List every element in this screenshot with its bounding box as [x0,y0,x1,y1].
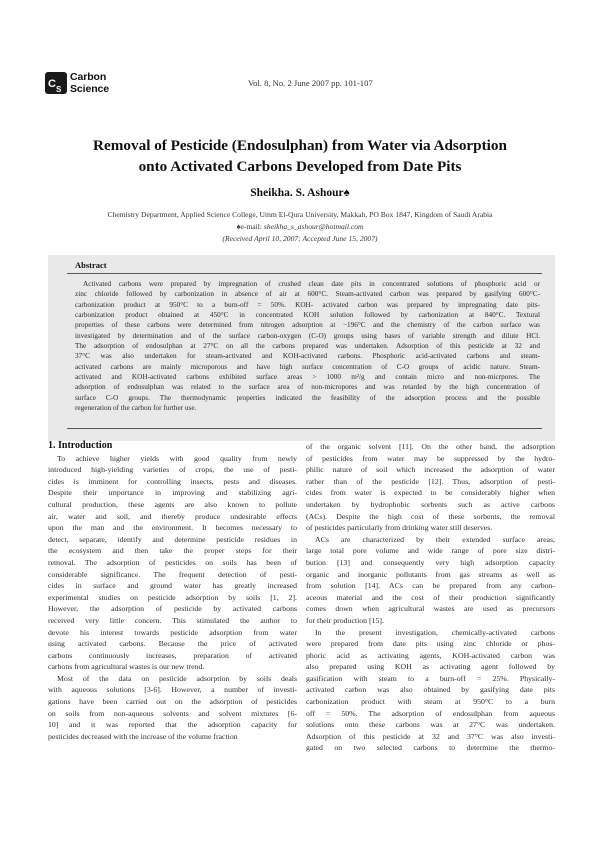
body-text-line: However, the adsorption of pesticide by activated carbons [48,604,297,614]
body-text-line: Adsorption of this pesticide at 32 and 37°C was also investi- [306,731,555,741]
abstract-line: regeneration of the carbon for further use. [75,404,197,413]
body-text-line: activated carbon was also obtained by gasifying date pits [306,685,555,695]
abstract-line: zinc chloride followed by carbonization in absence of air at 600°C. Steam-activated carbon was prepared by gasifying 600°C- [75,290,540,299]
body-text-line: cides in surface and ground water has greatly increased [48,581,297,591]
body-text-line: gations have been carried out on the adsorption of pesticides [48,697,297,707]
body-text-line: on soils from non-aqueous solvents and solvent mixtures [6- [48,708,297,718]
email-address[interactable]: sheikha_s_ashour@hotmail.com [263,222,364,231]
body-text-line: rather than of the pesticide [12]. Thus, adsorption of pesti- [306,476,555,486]
body-text-line: aceous material and the cost of their production significantly [306,592,555,602]
body-text-line: ACs are characterized by their extended surface areas, [315,534,555,544]
body-text-line: To achieve higher yields with good quality from newly [57,453,297,463]
body-text-line: devote his interest towards pesticide adsorption from water [48,627,297,637]
abstract-line: surface C-O groups. The thermodynamic properties indicated the feasibility of the adsorption process and the possible [75,393,540,402]
body-text-line: cides from water is expected to be considerably higher when [306,488,555,498]
body-text-line: In the present investigation, chemically-activated carbons [315,627,555,637]
abstract-top-rule [67,273,542,274]
body-text-line: upon the man and the environment. It becomes necessary to [48,523,297,533]
body-text-line: of the organic solvent [11]. On the other hand, the adsorption [306,442,555,451]
body-text-line: 10] and it was reported that the adsorption capacity for [48,720,297,730]
abstract-line: adsorption of endosulphan was related to the surface area of non-micropores and was retarded by the high concentration of [75,383,540,392]
body-text-line: large total pore volume and wide range of pore size distri- [306,546,555,556]
body-text-line: considerable significance. The frequent detection of pesti- [48,569,297,579]
email-line [0,222,600,231]
body-text-line: philic nature of soil which increased the adsorption of water [306,465,555,475]
body-text-line: carbons continuously increases, preparation of activated [48,650,297,660]
body-text-line: bution [13] and consequently very high adsorption capacity [306,557,555,567]
body-text-line: solutions onto these carbons was at 27°C was undertaken. [306,720,555,730]
author-name: Sheikha. S. Ashour♠ [250,187,350,199]
body-text-line: using activated carbons. Because the price of activated [48,639,297,649]
body-text-line: for their production [15]. [306,615,384,625]
journal-logo [45,71,125,97]
body-text-line: gated on two selected carbons to determine the thermo- [306,743,555,753]
body-text-line: introduced high-yielding varieties of crops, the use of pesti- [48,465,297,475]
body-text-line: removal. The adsorption of pesticides on soils has been of [48,557,297,567]
body-text-line: air, water and soil, and thereby produce undesirable effects [48,511,297,521]
body-text-line: organic and inorganic pollutants from gas streams as well as [306,569,555,579]
body-text-line: phoric acid as activating agents, KOH-activated carbon was [306,650,555,660]
body-text-line: detect, separate, identify and determine pesticide residues in [48,534,297,544]
left-column [48,441,297,742]
body-text-line: also prepared using KOH as activating agent followed by [306,662,555,672]
body-text-line: Most of the data on pesticide adsorption by soils deals [57,673,297,683]
abstract-line: properties of these carbons were determined from nitrogen adsorption at −196°C and the chemistry of the carbon surface was [75,321,540,330]
title-line: onto Activated Carbons Developed from Date Pits [138,158,462,175]
abstract-line: carbonization product at 950°C to a burn-off = 50%. KOH- activated carbon was prepared by impregnating date pits- [75,300,540,309]
body-text-line: received very little concern. This stimulated the author to [48,615,297,625]
body-text-line: were prepared from date pits using zinc chloride or phos- [306,639,555,649]
body-text-line: of pesticides particularly from drinking water still deserves. [306,523,493,533]
section-heading: 1. Introduction [48,440,113,451]
svg-text:S: S [56,85,62,94]
received-dates: (Received April 10, 2007; Accepted June 15, 2007) [222,234,378,243]
journal-reference: Vol. 8, No. 2 June 2007 pp. 101-107 [248,78,373,88]
body-text-line: pesticides decreased with the increase of the volume fraction [48,731,238,741]
svg-text:C: C [48,78,56,90]
abstract-line: investigated by determination and of the surface carbon-oxygen (C-O) groups using bases of variable strength and dilute HCl. [75,331,540,340]
body-text-line: cultural production, these agents are also known to pollute [48,499,297,509]
body-text-line: from solution [14]. ACs can be prepared from any carbon- [306,581,555,591]
body-text-line: comes down when agricultural wastes are used as precursors [306,604,555,614]
body-text-line: with aqueous solutions [3-6]. However, a number of investi- [48,685,297,695]
body-text-line: (ACs). Despite the high cost of these sorbents, the removal [306,511,555,521]
title-line: Removal of Pesticide (Endosulphan) from Water via Adsorption [93,137,507,154]
logo-line2: Science [70,83,109,95]
body-text-line: cides is imminent for controlling insects, pests and diseases. [48,476,297,486]
body-text-line: experimental studies on pesticide adsorption by soils [1, 2]. [48,592,297,602]
abstract-line: carbonization product obtained at 450°C in concentrated KOH solution followed by carbonization at 840°C. Textural [75,311,540,320]
right-column [306,441,555,754]
abstract-line: 37°C was also undertaken for steam-activated and KOH-activated carbons. Phosphoric acid-activated carbons and steam- [75,352,540,361]
abstract-line: activated and KOH-activated carbons exhibited surface areas > 1000 m²/g and contain micro and non-micrpores. The [75,373,540,382]
abstract-line: The adsorption of endosulphan at 27°C on all the carbons prepared was undertaken. Adsorption of this pesticide at 32 and [75,342,540,351]
carbon-logo-icon [45,72,67,94]
abstract-bottom-rule [67,428,542,429]
body-text-line: Despite their importance in improving and stabilizing agri- [48,488,297,498]
logo-line1: Carbon [70,71,107,83]
abstract-heading: Abstract [75,260,107,270]
body-text-line: carbons from agricultural wastes is our new trend. [48,662,205,672]
abstract-body [75,279,540,413]
email-label: ♠e-mail: [236,222,264,231]
body-text-line: gasification with steam to a burn-off = 25%. Physically- [306,673,555,683]
body-text-line: the ecosystem and then take the proper steps for their [48,546,297,556]
body-text-line: of pesticides from water may be suppressed by the hydro- [306,453,555,463]
abstract-line: activated carbons are mainly microporous and have high surface concentration of C-O groups of acidic nature. Steam- [75,362,540,371]
body-text-line: carbonization product with steam at 950°C to a burn [306,697,555,707]
affiliation: Chemistry Department, Applied Science College, Umm El-Qura University, Makkah, PO Box 1847, Kingdom of Saudi Arabia [107,210,493,219]
body-text-line: undertaken by hydrophobic sorbents such as active carbons [306,499,555,509]
paper-title [40,135,560,177]
abstract-line: Activated carbons were prepared by impregnation of crushed clean date pits in concentrated solutions of phosphoric acid or [83,280,540,288]
logo-text [70,71,109,95]
body-text-line: off = 50%. The adsorption of endosulphan from aqueous [306,708,555,718]
